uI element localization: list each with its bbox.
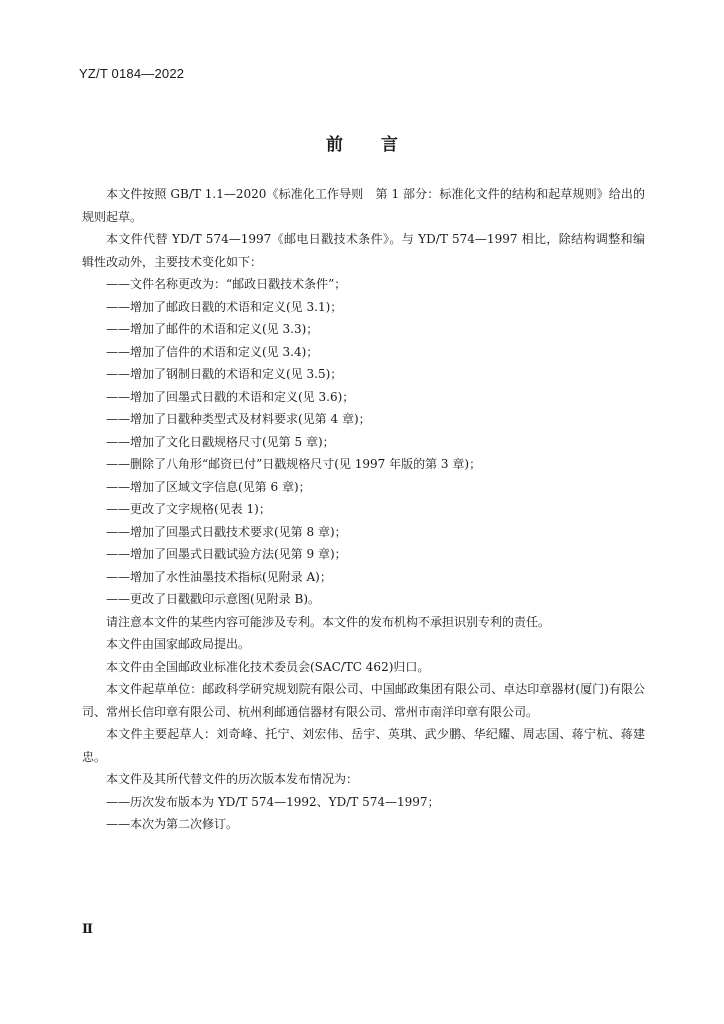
change-item: ——更改了日戳戳印示意图(见附录 B)。 <box>106 592 320 606</box>
change-item: ——增加了日戳种类型式及材料要求(见第 4 章)； <box>106 412 371 426</box>
change-item: ——更改了文字规格(见表 1)； <box>106 502 271 516</box>
change-item: ——增加了邮件的术语和定义(见 3.3)； <box>106 322 319 336</box>
paragraph: 本文件主要起草人：刘奇峰、托宁、刘宏伟、岳宇、英琪、武少鹏、华纪耀、周志国、蒋宁杭、蒋建忠。 <box>82 727 645 764</box>
paragraph: 请注意本文件的某些内容可能涉及专利。本文件的发布机构不承担识别专利的责任。 <box>106 614 551 629</box>
change-item: ——增加了区域文字信息(见第 6 章)； <box>106 479 311 494</box>
change-item: ——增加了信件的术语和定义(见 3.4)； <box>106 344 319 359</box>
title-char: 前 <box>326 135 343 155</box>
change-item: ——增加了回墨式日戳试验方法(见第 9 章)； <box>106 547 347 561</box>
history-item: ——历次发布版本为 YD/T 574—1992、YD/T 574—1997； <box>106 794 440 809</box>
page-title <box>0 130 724 155</box>
paragraph: 本文件代替 YD/T 574—1997《邮电日戳技术条件》。与 YD/T 574—1997 相比，除结构调整和编辑性改动外，主要技术变化如下： <box>82 232 645 269</box>
page-number: Ⅱ <box>82 922 93 937</box>
change-item: ——增加了水性油墨技术指标(见附录 A)； <box>106 569 332 584</box>
change-item: ——增加了回墨式日戳技术要求(见第 8 章)； <box>106 524 347 539</box>
change-item: ——增加了文化日戳规格尺寸(见第 5 章)； <box>106 434 335 449</box>
change-item: ——增加了钢制日戳的术语和定义(见 3.5)； <box>106 367 343 381</box>
paragraph: 本文件起草单位：邮政科学研究规划院有限公司、中国邮政集团有限公司、卓达印章器材(厦门)有限公司、常州长信印章有限公司、杭州利邮通信器材有限公司、常州市南洋印章有限公司。 <box>82 682 645 719</box>
paragraph: 本文件由国家邮政局提出。 <box>106 637 251 651</box>
change-item: ——增加了邮政日戳的术语和定义(见 3.1)； <box>106 299 343 314</box>
change-item: ——删除了八角形“邮资已付”日戳规格尺寸(见 1997 年版的第 3 章)； <box>106 457 482 471</box>
paragraph: 本文件及其所代替文件的历次版本发布情况为： <box>106 772 359 786</box>
change-item: ——增加了回墨式日戳的术语和定义(见 3.6)； <box>106 389 355 404</box>
change-item: ——文件名称更改为：“邮政日戳技术条件”； <box>106 277 347 291</box>
history-item: ——本次为第二次修订。 <box>106 817 239 831</box>
paragraph: 本文件按照 GB/T 1.1—2020《标准化工作导则 第 1 部分：标准化文件的结构和起草规则》给出的规则起草。 <box>82 187 645 224</box>
paragraph: 本文件由全国邮政业标准化技术委员会(SAC/TC 462)归口。 <box>106 659 430 674</box>
document-code: YZ/T 0184—2022 <box>79 66 185 81</box>
title-char: 言 <box>381 135 398 155</box>
foreword-body <box>82 183 645 836</box>
